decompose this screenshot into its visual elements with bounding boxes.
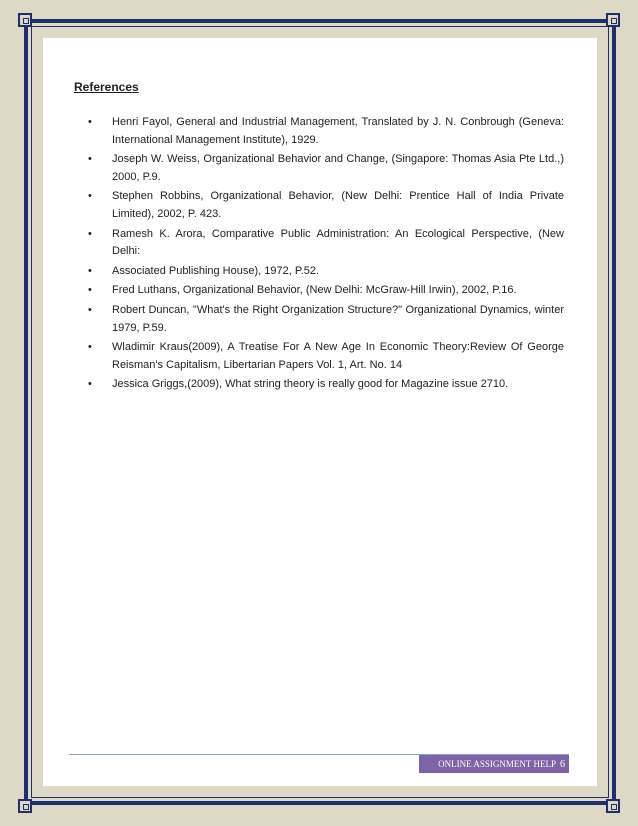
bullet-icon: • [88, 227, 92, 240]
bullet-icon: • [88, 378, 92, 391]
reference-item: • Jessica Griggs,(2009), What string theory is really good for Magazine issue 2710. [74, 376, 564, 394]
reference-item: • Henri Fayol, General and Industrial Management, Translated by J. N. Conbrough (Geneva: International Management Institute), 1929. [88, 116, 564, 146]
references-heading: References [74, 80, 139, 94]
reference-item: • Joseph W. Weiss, Organizational Behavior and Change, (Singapore: Thomas Asia Pte Ltd.,) 2000, P.9. [88, 153, 564, 183]
footer-banner [419, 755, 569, 773]
footer-label: ONLINE ASSIGNMENT HELP [438, 759, 556, 769]
reference-item: • Ramesh K. Arora, Comparative Public Administration: An Ecological Perspective, (New Delhi: [88, 227, 564, 258]
reference-item: • Fred Luthans, Organizational Behavior, (New Delhi: McGraw-Hill Irwin), 2002, P.16. [74, 282, 564, 300]
corner-ornament-bottom-right [606, 799, 620, 813]
page-number: 6 [560, 758, 565, 770]
corner-ornament-top-right [606, 13, 620, 27]
reference-item: • Stephen Robbins, Organizational Behavior, (New Delhi: Prentice Hall of India Private Limited), 2002, P. 423. [88, 190, 564, 220]
corner-ornament-top-left [18, 13, 32, 27]
bullet-icon: • [88, 303, 92, 316]
bullet-icon: • [88, 153, 92, 166]
bullet-icon: • [88, 264, 92, 277]
corner-ornament-bottom-left [18, 799, 32, 813]
bullet-icon: • [88, 116, 92, 128]
bullet-icon: • [88, 284, 92, 297]
reference-item: • Robert Duncan, "What's the Right Organization Structure?" Organizational Dynamics, winter 1979, P.59. [88, 303, 564, 334]
document-page [43, 38, 597, 786]
bullet-icon: • [88, 341, 92, 354]
bullet-icon: • [88, 190, 92, 203]
reference-item: • Wladimir Kraus(2009), A Treatise For A New Age In Economic Theory:Review Of George Reisman's Capitalism, Libertarian Papers Vol. 1, Art. No. 14 [88, 341, 564, 371]
references-list [74, 114, 564, 396]
reference-item: • Associated Publishing House), 1972, P.52. [74, 263, 564, 281]
